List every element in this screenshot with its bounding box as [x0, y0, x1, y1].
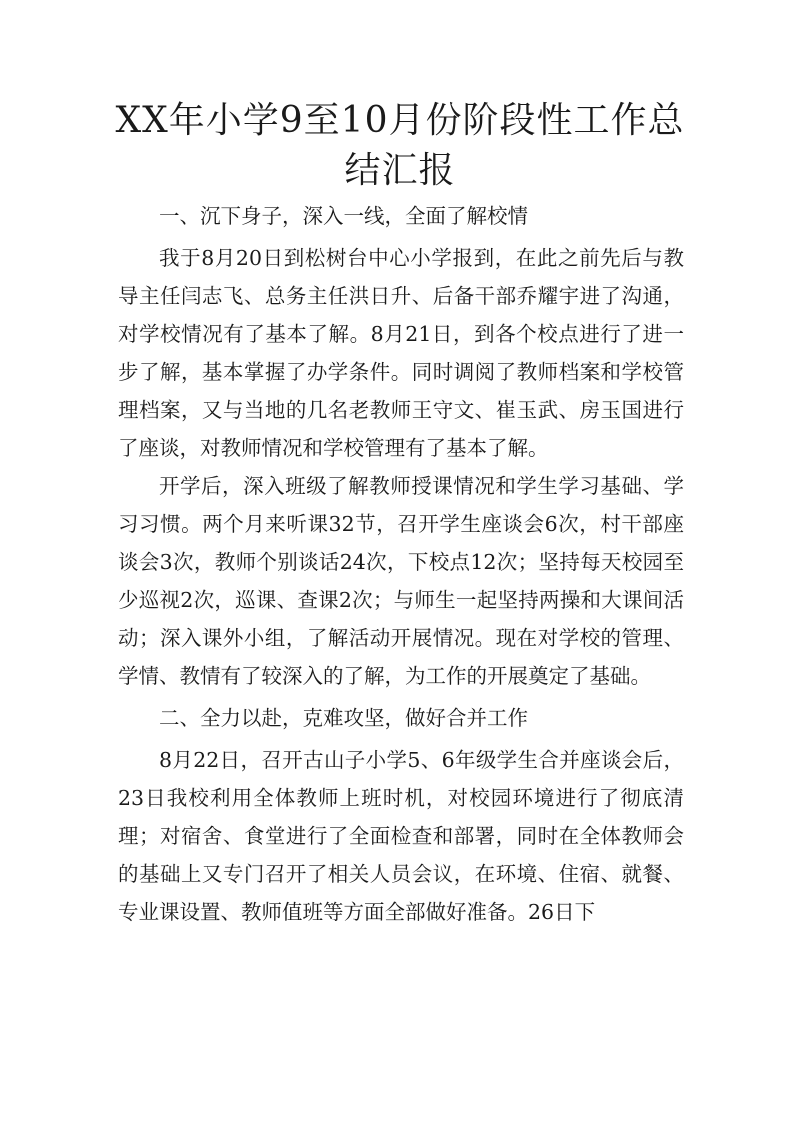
section-heading-1: 一、沉下身子，深入一线，全面了解校情: [159, 204, 528, 228]
document-body: [118, 197, 684, 931]
paragraph-1: 我于8月20日到松树台中心小学报到，在此之前先后与教导主任闫志飞、总务主任洪日升、后备干部乔耀宇进了沟通，对学校情况有了基本了解。8月21日，到各个校点进行了进一步了解，基本掌握了办学条件。同时调阅了教师档案和学校管理档案，又与当地的几名老教师王守文、崔玉武、房玉国进行了座谈，对教师情况和学校管理有了基本了解。: [118, 246, 684, 460]
paragraph-3: 8月22日，召开古山子小学5、6年级学生合并座谈会后，23日我校利用全体教师上班时机，对校园环境进行了彻底清理；对宿舍、食堂进行了全面检查和部署，同时在全体教师会的基础上又专门召开了相关人员会议，在环境、住宿、就餐、专业课设置、教师值班等方面全部做好准备。26日下: [118, 748, 684, 924]
paragraph-2: 开学后，深入班级了解教师授课情况和学生学习基础、学习习惯。两个月来听课32节，召开学生座谈会6次，村干部座谈会3次，教师个别谈话24次，下校点12次；坚持每天校园至少巡视2次，巡课、查课2次；与师生一起坚持两操和大课间活动；深入课外小组，了解活动开展情况。现在对学校的管理、学情、教情有了较深入的了解，为工作的开展奠定了基础。: [118, 474, 684, 688]
document-title: XX年小学9至10月份阶段性工作总结汇报: [115, 100, 685, 191]
section-heading-2: 二、全力以赴，克难攻坚，做好合并工作: [159, 706, 528, 730]
